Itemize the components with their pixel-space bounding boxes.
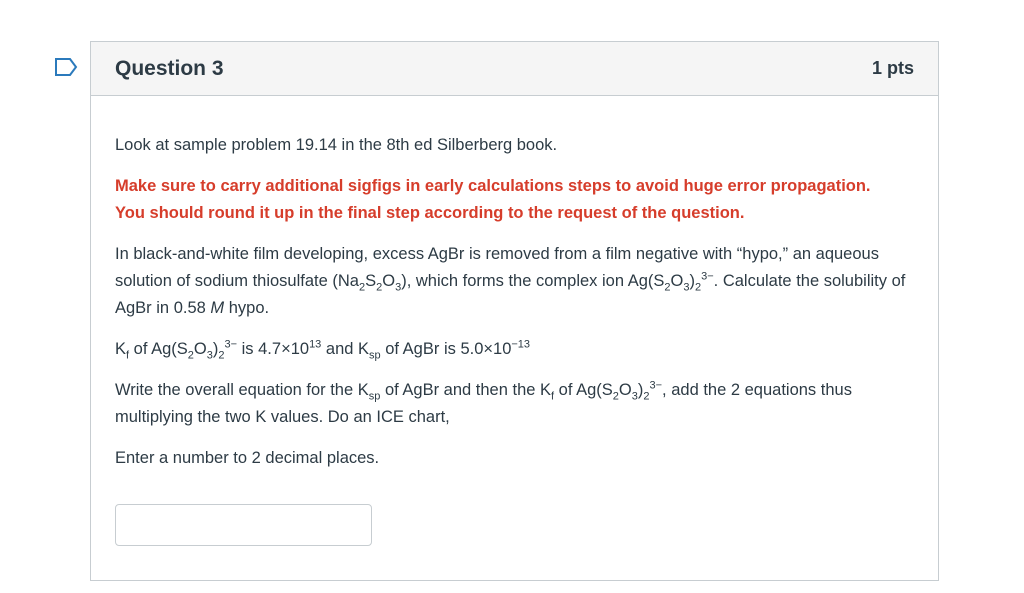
problem-sup: 3− (701, 270, 714, 283)
problem-sub: 2 (694, 281, 702, 294)
question-title: Question 3 (115, 56, 224, 80)
instruction-sup: 3− (649, 379, 663, 392)
instruction-part: , add the 2 equations thus multiplying the two K values. Do an ICE chart, (115, 381, 852, 426)
problem-part: S (365, 272, 377, 290)
instruction-sub: f (551, 390, 555, 403)
instruction-part: of Ag(S (554, 381, 613, 399)
warning-text (115, 173, 914, 227)
problem-part: ), which forms the complex ion Ag(S (401, 272, 665, 290)
constants-part: O (193, 340, 207, 358)
constants-sup: 13 (309, 338, 322, 351)
instruction-sub: 2 (643, 390, 650, 403)
constants-sub: 2 (187, 349, 194, 362)
constants-sub: sp (369, 349, 381, 362)
question-body (91, 96, 938, 472)
instruction-sub: 3 (631, 390, 638, 403)
molarity-unit: M (210, 299, 225, 317)
instruction-sub: 2 (612, 390, 619, 403)
question-card (90, 41, 939, 581)
constants-part: ) (212, 340, 219, 358)
instruction-part: O (618, 381, 632, 399)
constants-sub: f (126, 349, 130, 362)
constants-text (115, 336, 914, 363)
problem-part: In black-and-white film developing, excess AgBr is removed from a film negative with “hypo,” an aqueous solution of sodium thiosulfate (Na (115, 245, 879, 290)
problem-sub: 3 (683, 281, 690, 294)
problem-sub: 2 (664, 281, 671, 294)
problem-part: ) (689, 272, 695, 290)
constants-sup: 3− (224, 338, 238, 351)
flag-question-icon[interactable] (54, 57, 80, 77)
question-points: 1 pts (871, 58, 914, 78)
warning-line-1: Make sure to carry additional sigfigs in early calculations steps to avoid huge error propagation. (115, 177, 871, 195)
problem-part: O (382, 272, 396, 290)
problem-part: O (670, 272, 684, 290)
warning-line-2: You should round it up in the final step according to the request of the question. (115, 204, 745, 222)
constants-part: of AgBr is 5.0×10 (380, 340, 512, 358)
problem-sub: 3 (395, 281, 402, 294)
problem-sub: 2 (358, 281, 366, 294)
problem-part: . Calculate the solubility of AgBr in 0.58 (115, 272, 906, 317)
instruction-text (115, 377, 914, 431)
constants-part: of Ag(S (129, 340, 188, 358)
constants-sup: −13 (511, 338, 531, 351)
problem-sub: 2 (376, 281, 383, 294)
answer-prompt: Enter a number to 2 decimal places. (115, 449, 380, 467)
question-header (91, 42, 938, 96)
problem-part: hypo. (224, 299, 270, 317)
constants-sub: 2 (218, 349, 225, 362)
instruction-part: ) (637, 381, 644, 399)
problem-text (115, 241, 914, 322)
instruction-sub: sp (368, 390, 381, 403)
instruction-part: of AgBr and then the K (380, 381, 552, 399)
constants-part: K (115, 340, 127, 358)
constants-part: is 4.7×10 (237, 340, 310, 358)
answer-input[interactable] (115, 504, 372, 546)
intro-text: Look at sample problem 19.14 in the 8th ed Silberberg book. (115, 136, 558, 154)
constants-sub: 3 (206, 349, 213, 362)
instruction-part: Write the overall equation for the K (115, 381, 369, 399)
constants-part: and K (321, 340, 370, 358)
